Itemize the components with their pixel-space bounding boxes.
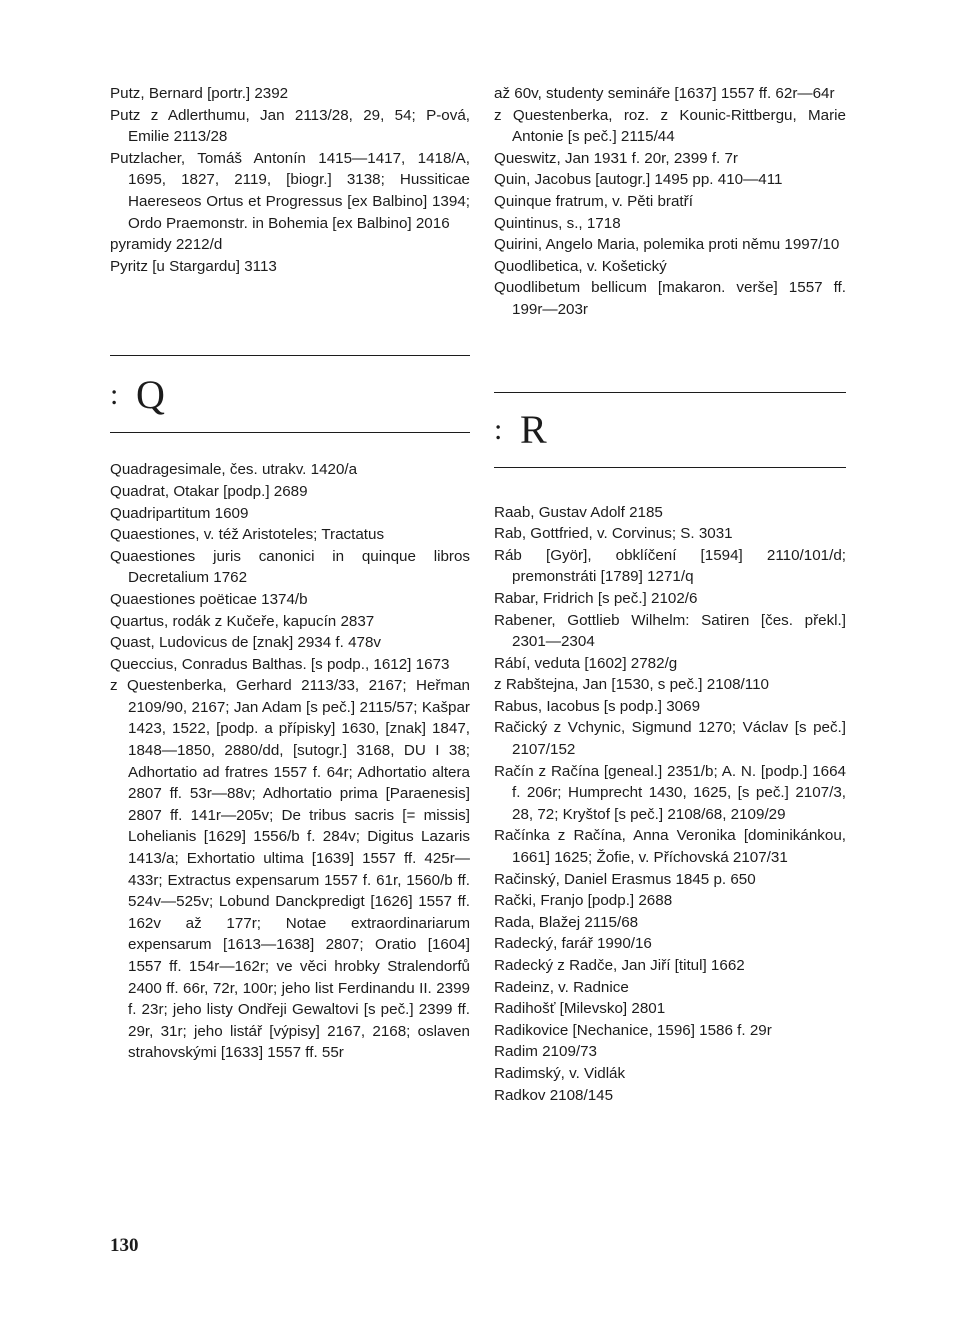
left-column: [110, 83, 470, 1064]
index-entry: Račínka z Račína, Anna Veronika [dominikánkou, 1661] 1625; Žofie, v. Příchovská 2107/31: [494, 827, 846, 867]
section-q: [110, 355, 470, 433]
section-heading: [110, 356, 470, 432]
index-entry: Pyritz [u Stargardu] 3113: [110, 257, 277, 275]
index-entry: Radimský, v. Vidlák: [494, 1064, 626, 1082]
index-entry: Radecký z Radče, Jan Jiří [titul] 1662: [494, 957, 745, 974]
index-entry: Quaestiones poëticae 1374/b: [110, 590, 308, 608]
index-entry: Radim 2109/73: [494, 1043, 598, 1061]
index-entry: Rački, Franjo [podp.] 2688: [494, 892, 673, 910]
index-entry: Quinque fratrum, v. Pěti bratří: [494, 192, 693, 210]
index-entry: pyramidy 2212/d: [110, 236, 223, 254]
index-entry: až 60v, studenty semináře [1637] 1557 ff. 62r—64r: [494, 85, 835, 102]
index-entry: Radeinz, v. Radnice: [494, 978, 629, 996]
index-entry: Quin, Jacobus [autogr.] 1495 pp. 410—411: [494, 171, 783, 189]
index-entry: Putzlacher, Tomáš Antonín 1415—1417, 1418/A, 1695, 1827, 2119, [biogr.] 3138; Hussiticae Haereseos Ortus et Progressus [ex Balbino] 1394; Ordo Praemonstr. in Bohemia [ex Balbino] 2016: [110, 149, 470, 232]
index-entry: Putz, Bernard [portr.] 2392: [110, 85, 289, 102]
index-entry: Radihošť [Milevsko] 2801: [494, 1000, 666, 1018]
entries-p-section: [110, 83, 470, 277]
index-entry: Rabus, Iacobus [s podp.] 3069: [494, 697, 701, 715]
section-rule-bottom: [494, 467, 846, 468]
index-entry: Radecký, farář 1990/16: [494, 935, 652, 953]
index-entry: Queswitz, Jan 1931 f. 20r, 2399 f. 7r: [494, 149, 738, 167]
index-entry: Raab, Gustav Adolf 2185: [494, 503, 663, 521]
index-entry: z Rabštejna, Jan [1530, s peč.] 2108/110: [494, 676, 769, 694]
index-entry: Quintinus, s., 1718: [494, 214, 621, 232]
index-entry: Rábí, veduta [1602] 2782/g: [494, 654, 678, 672]
index-entry: Quaestiones juris canonici in quinque libros Decretalium 1762: [110, 547, 470, 587]
section-rule-bottom: [110, 432, 470, 433]
right-column: [494, 83, 846, 1106]
index-entry: Quodlibetica, v. Košetický: [494, 257, 667, 275]
index-entry: Ráb [Györ], obklíčení [1594] 2110/101/d; premonstráti [1789] 1271/q: [494, 546, 846, 586]
index-entry: Radkov 2108/145: [494, 1086, 614, 1104]
index-entry: Radikovice [Nechanice, 1596] 1586 f. 29r: [494, 1021, 772, 1039]
section-letter: Q: [136, 371, 165, 417]
index-entry: Quodlibetum bellicum [makaron. verše] 1557 ff. 199r—203r: [494, 279, 846, 318]
index-entry: Rabar, Fridrich [s peč.] 2102/6: [494, 589, 698, 607]
index-entry: z Questenberka, Gerhard 2113/33, 2167; Heřman 2109/90, 2167; Jan Adam [s peč.] 2115/57; Kašpar 1423, 1522, [podp. a přípisky] 1630, [znak] 1847, 1848—1850, 2880/dd, [sutogr.] 3168, DU I 38; Adhortatio ad fratres 1557 f. 64r; Adhortatio altera 2807 ff. 53r—88v; Adhortatio prima [Paraenesis] 2807 ff. 141r—205v; De tribus sacris [= missis] Lohelianis [1629] 1556/b f. 284v; Digitus Lazaris 1413/a; Exhortatio ultima [1639] 1557 ff. 425r—433r; Extractus expensarum 1557 f. 61r, 1560/b ff. 524v—525v; Lobund Danckpredigt [1626] 1557 ff. 162v až 177r; Notae extraordinariarum expensarum [1613—1638] 2807; Oratio [1604] 1557 ff. 154r—162r; ve věci hrobky Stralendorfů 2400 ff. 66r, 72r, 100r; jeho list Ferdinandu II. 2399 f. 23r; jeho listy Ondřeji Gewaltovi [s peč.] 2399 ff. 29r, 31r; jeho listář [výpisy] 2167, 2168; oslaven strahovskými [1633] 1557 ff. 55r: [110, 677, 470, 1062]
index-entry: Quadragesimale, čes. utrakv. 1420/a: [110, 461, 358, 479]
index-entry: Putz z Adlerthumu, Jan 2113/28, 29, 54; P-ová, Emilie 2113/28: [110, 106, 470, 146]
index-entry: Quast, Ludovicus de [znak] 2934 f. 478v: [110, 634, 382, 652]
index-entry: Račín z Račína [geneal.] 2351/b; A. N. [podp.] 1664 f. 206r; Humprecht 1430, 1625, [s peč.] 2107/3, 28, 72; Kryštof [s peč.] 2108/68, 2109/29: [494, 762, 846, 823]
entries-q-section: [110, 459, 470, 1064]
entries-q-continued: [494, 83, 846, 321]
index-entry: Rabener, Gottlieb Wilhelm: Satiren [čes. překl.] 2301—2304: [494, 611, 846, 651]
entries-r-section: [494, 502, 846, 1107]
index-entry: Račinský, Daniel Erasmus 1845 p. 650: [494, 870, 756, 888]
section-heading: [494, 393, 846, 467]
index-entry: z Questenberka, roz. z Kounic-Rittbergu, Marie Antonie [s peč.] 2115/44: [494, 106, 846, 146]
index-entry: Rab, Gottfried, v. Corvinus; S. 3031: [494, 525, 733, 543]
section-colon: :: [110, 377, 119, 411]
index-entry: Račický z Vchynic, Sigmund 1270; Václav [s peč.] 2107/152: [494, 719, 846, 759]
index-entry: Rada, Blažej 2115/68: [494, 913, 639, 931]
index-entry: Queccius, Conradus Balthas. [s podp., 1612] 1673: [110, 655, 450, 673]
index-entry: Quadrat, Otakar [podp.] 2689: [110, 482, 308, 500]
index-entry: Quartus, rodák z Kučeře, kapucín 2837: [110, 612, 375, 630]
section-colon: :: [494, 412, 503, 446]
section-r: [494, 392, 846, 468]
page-number: 130: [110, 1235, 139, 1256]
section-letter: R: [520, 406, 547, 452]
index-entry: Quadripartitum 1609: [110, 504, 249, 522]
index-entry: Quirini, Angelo Maria, polemika proti němu 1997/10: [494, 236, 840, 254]
index-entry: Quaestiones, v. též Aristoteles; Tractatus: [110, 526, 385, 544]
